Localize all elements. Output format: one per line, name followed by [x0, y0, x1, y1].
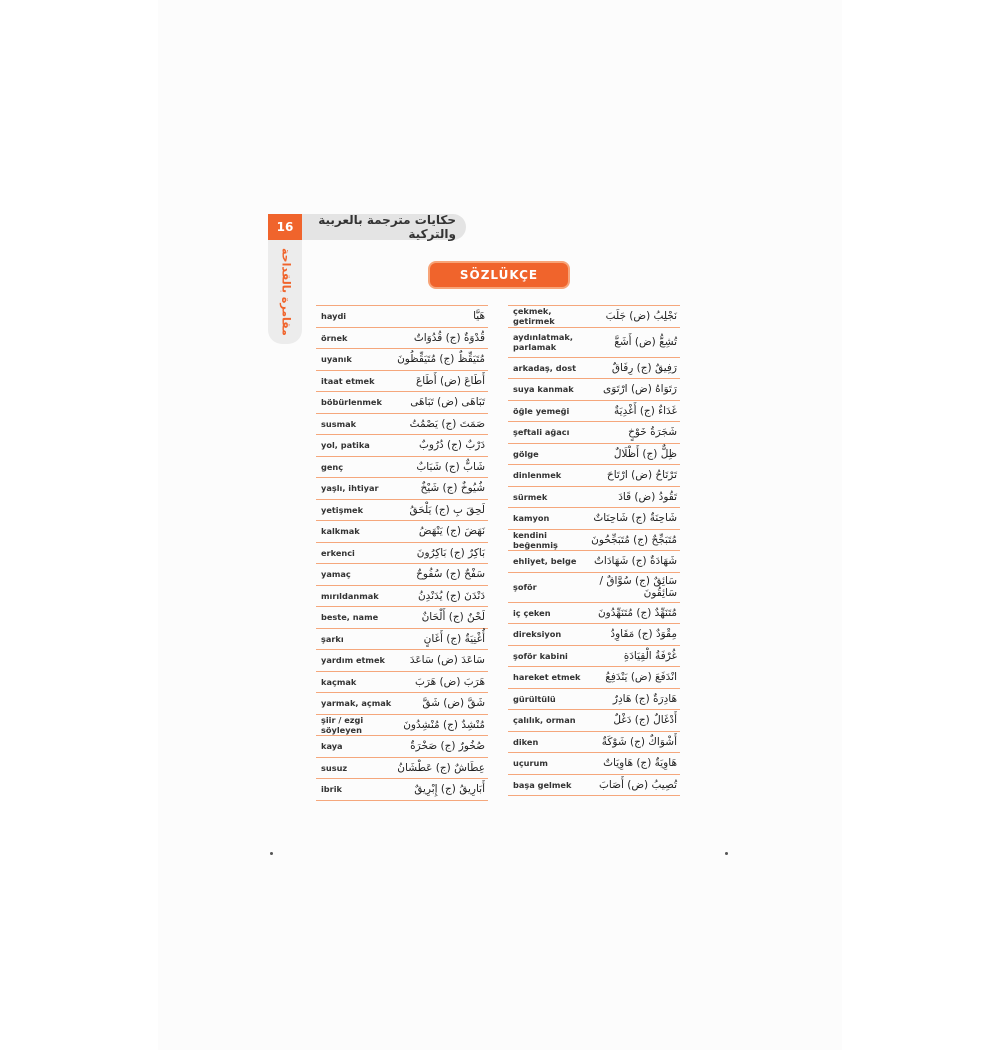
vocabulary-column-left	[316, 305, 488, 801]
vocab-row	[508, 508, 680, 530]
turkish-term: kaya	[321, 741, 343, 752]
vocab-row	[508, 328, 680, 358]
vocab-row	[508, 487, 680, 509]
arabic-term: شَهَادَةٌ (ج) شَهَادَاتٌ	[594, 555, 677, 568]
arabic-term: هَيَّا	[473, 310, 485, 323]
arabic-term: انْدَفَعَ (ض) يَنْدَفِعُ	[605, 671, 677, 684]
arabic-term: تَرْتَاحُ (ض) ارْتَاحَ	[606, 469, 677, 482]
arabic-term: نَجْلِبُ (ض) جَلَبَ	[605, 310, 677, 323]
turkish-term: kalkmak	[321, 526, 360, 537]
arabic-term: رَتَوَاهُ (ض) ارْتَوَى	[603, 383, 677, 396]
arabic-term: تُشِعُّ (ض) أَشَعَّ	[614, 336, 677, 348]
vocab-row	[508, 710, 680, 732]
turkish-term: şoför	[513, 582, 537, 592]
turkish-term: kaçmak	[321, 676, 357, 687]
vocab-row	[316, 629, 488, 651]
vocab-row	[316, 328, 488, 350]
vocab-row	[508, 465, 680, 487]
arabic-term: مُتَيَقِّظٌ (ج) مُتَيَقِّظُونَ	[397, 353, 485, 366]
turkish-term: gölge	[513, 448, 539, 459]
vocab-row	[316, 457, 488, 479]
turkish-term: susuz	[321, 762, 348, 773]
vocab-row	[508, 306, 680, 328]
arabic-term: هَرَبَ (ض) هَرَبَ	[415, 675, 485, 688]
turkish-term: şiir / ezgi söyleyen	[321, 714, 364, 735]
vocab-row	[508, 401, 680, 423]
arabic-term: دَرْبٌ (ج) دُرُوبٌ	[419, 439, 485, 452]
vocab-row	[508, 689, 680, 711]
turkish-term: uyanık	[321, 354, 352, 365]
header-title: حكايات مترجمة بالعربية والتركية	[318, 213, 456, 241]
turkish-term: kendini beğenmiş	[513, 529, 558, 550]
vocabulary-column-right	[508, 305, 680, 796]
turkish-term: yol, patika	[321, 440, 370, 451]
turkish-term: susmak	[321, 418, 357, 429]
vocab-row	[316, 521, 488, 543]
arabic-term: مُنْشِدٌ (ج) مُنْشِدُونَ	[403, 718, 485, 731]
arabic-term: أَبَارِيقُ (ج) إِبْرِيقٌ	[414, 783, 485, 796]
turkish-term: itaat etmek	[321, 375, 375, 386]
vocab-row	[508, 530, 680, 552]
turkish-term: dinlenmek	[513, 470, 562, 481]
turkish-term: örnek	[321, 332, 348, 343]
turkish-term: yamaç	[321, 569, 351, 580]
page-dot-right	[725, 852, 728, 855]
vocab-row	[508, 753, 680, 775]
page-number: 16	[268, 214, 302, 240]
arabic-term: صَمَتَ (ج) يَصْمُتُ	[409, 417, 485, 430]
turkish-term: şoför kabini	[513, 650, 568, 661]
arabic-term: مِقْوَدٌ (ج) مَقَاوِدُ	[610, 628, 677, 641]
turkish-term: ibrik	[321, 784, 342, 795]
turkish-term: böbürlenmek	[321, 397, 382, 408]
vocab-row	[316, 478, 488, 500]
arabic-term: لَحْنٌ (ج) أَلْحَانٌ	[421, 611, 485, 624]
vocab-row	[316, 779, 488, 801]
turkish-term: başa gelmek	[513, 779, 572, 790]
arabic-term: بَاكِرٌ (ج) بَاكِرُونَ	[416, 546, 485, 559]
arabic-term: تُصِيبُ (ض) أَصَابَ	[599, 778, 677, 791]
vocab-row	[316, 392, 488, 414]
turkish-term: yardım etmek	[321, 655, 385, 666]
turkish-term: genç	[321, 461, 344, 472]
arabic-term: قُدْوَةٌ (ج) قُدُوَاتٌ	[413, 331, 485, 344]
vocab-row	[316, 564, 488, 586]
vocab-row	[316, 500, 488, 522]
vocab-row	[508, 603, 680, 625]
turkish-term: hareket etmek	[513, 672, 581, 683]
vocab-row	[316, 758, 488, 780]
arabic-term: هَاوِيَةٌ (ج) هَاوِيَاتٌ	[603, 757, 677, 770]
turkish-term: arkadaş, dost	[513, 362, 577, 373]
arabic-term: غَدَاءٌ (ج) أَغْدِيَةٌ	[614, 404, 677, 417]
arabic-term: شَابٌّ (ج) شَبَابٌ	[416, 460, 485, 473]
vocab-row	[316, 435, 488, 457]
arabic-term: سَاعَدَ (ض) سَاعَدَ	[409, 654, 485, 667]
arabic-term: رَفِيقٌ (ج) رِفَاقٌ	[611, 361, 677, 374]
vocab-row	[316, 607, 488, 629]
arabic-term: سَائِقٌ (ج) سُوَّاقٌ / سَائِقُونَ	[599, 575, 677, 599]
vocab-row	[508, 732, 680, 754]
turkish-term: gürültülü	[513, 693, 556, 704]
turkish-term: ehliyet, belge	[513, 556, 577, 567]
turkish-term: haydi	[321, 311, 347, 322]
page-dot-left	[270, 852, 273, 855]
arabic-term: أَشْوَاكٌ (ج) شَوْكَةٌ	[601, 735, 677, 748]
arabic-term: تَقُودُ (ض) قَادَ	[618, 490, 677, 503]
arabic-term: أُغْنِيَةٌ (ج) أَغَانٍ	[423, 632, 485, 645]
turkish-term: öğle yemeği	[513, 405, 570, 416]
vocab-row	[508, 379, 680, 401]
vocab-row	[508, 422, 680, 444]
vocab-row	[316, 650, 488, 672]
vocab-row	[508, 667, 680, 689]
arabic-term: غُرْفَةُ الْقِيَادَةِ	[623, 649, 677, 662]
turkish-term: kamyon	[513, 513, 550, 524]
vocab-row	[316, 715, 488, 737]
turkish-term: uçurum	[513, 758, 548, 769]
turkish-term: direksiyon	[513, 629, 562, 640]
arabic-term: ظِلٌّ (ج) أَظْلَالٌ	[613, 447, 677, 460]
turkish-term: erkenci	[321, 547, 355, 558]
turkish-term: sürmek	[513, 491, 548, 502]
arabic-term: شَاحِنَةٌ (ج) شَاحِنَاتٌ	[593, 512, 677, 525]
vocab-row	[316, 693, 488, 715]
turkish-term: suya kanmak	[513, 384, 574, 395]
turkish-term: yaşlı, ihtiyar	[321, 483, 379, 494]
turkish-term: iç çeken	[513, 607, 551, 618]
side-tab-label: مقامرة بالقداحة	[279, 248, 293, 336]
vocab-row	[316, 349, 488, 371]
turkish-term: çalılık, orman	[513, 715, 576, 726]
vocab-row	[508, 624, 680, 646]
vocab-row	[508, 358, 680, 380]
vocab-row	[508, 573, 680, 603]
arabic-term: شَقَّ (ض) شَقَّ	[422, 697, 485, 710]
turkish-term: aydınlatmak, parlamak	[513, 332, 573, 352]
arabic-term: نَهَضَ (ج) يَنْهَضُ	[418, 525, 485, 538]
vocab-row	[508, 775, 680, 797]
turkish-term: beste, name	[321, 612, 379, 623]
vocab-row	[316, 371, 488, 393]
vocab-row	[508, 551, 680, 573]
arabic-term: سَفْحٌ (ج) سُفُوحٌ	[416, 568, 485, 581]
vocab-row	[316, 736, 488, 758]
turkish-term: şeftali ağacı	[513, 427, 570, 438]
arabic-term: شَجَرَةُ خَوْخٍ	[628, 426, 677, 439]
turkish-term: mırıldanmak	[321, 590, 379, 601]
arabic-term: هَادِرَةٌ (ج) هَادِرٌ	[612, 692, 677, 705]
arabic-term: تَبَاهَى (ض) تَبَاهَى	[410, 396, 485, 409]
arabic-term: أَدْغَالٌ (ج) دَغْلٌ	[613, 714, 677, 727]
vocab-row	[316, 414, 488, 436]
arabic-term: شُيُوخٌ (ج) شَيْخٌ	[420, 482, 485, 495]
arabic-term: مُتَنَهِّدٌ (ج) مُتَنَهِّدُونَ	[597, 606, 677, 619]
vocab-row	[316, 586, 488, 608]
arabic-term: أَطَاعَ (ض) أَطَاعَ	[415, 374, 485, 387]
turkish-term: çekmek, getirmek	[513, 306, 555, 327]
vocab-row	[316, 543, 488, 565]
section-title: SÖZLÜKÇE	[430, 263, 568, 287]
vocab-row	[508, 646, 680, 668]
arabic-term: صُخُورٌ (ج) صَخْرَةٌ	[410, 740, 485, 753]
vocab-row	[316, 672, 488, 694]
arabic-term: عِطَاشٌ (ج) عَطْشَانُ	[397, 761, 485, 774]
page-background	[158, 0, 842, 1050]
turkish-term: yarmak, açmak	[321, 698, 392, 709]
turkish-term: diken	[513, 736, 539, 747]
vocab-row	[508, 444, 680, 466]
vocab-row	[316, 306, 488, 328]
arabic-term: لَحِقَ بِ (ج) يَلْحَقُ	[409, 503, 485, 516]
turkish-term: şarkı	[321, 633, 344, 644]
turkish-term: yetişmek	[321, 504, 364, 515]
arabic-term: دَنْدَنَ (ج) يُدَنْدِنُ	[417, 589, 485, 602]
arabic-term: مُتَبَجِّحٌ (ج) مُتَبَجِّحُونَ	[591, 533, 677, 546]
